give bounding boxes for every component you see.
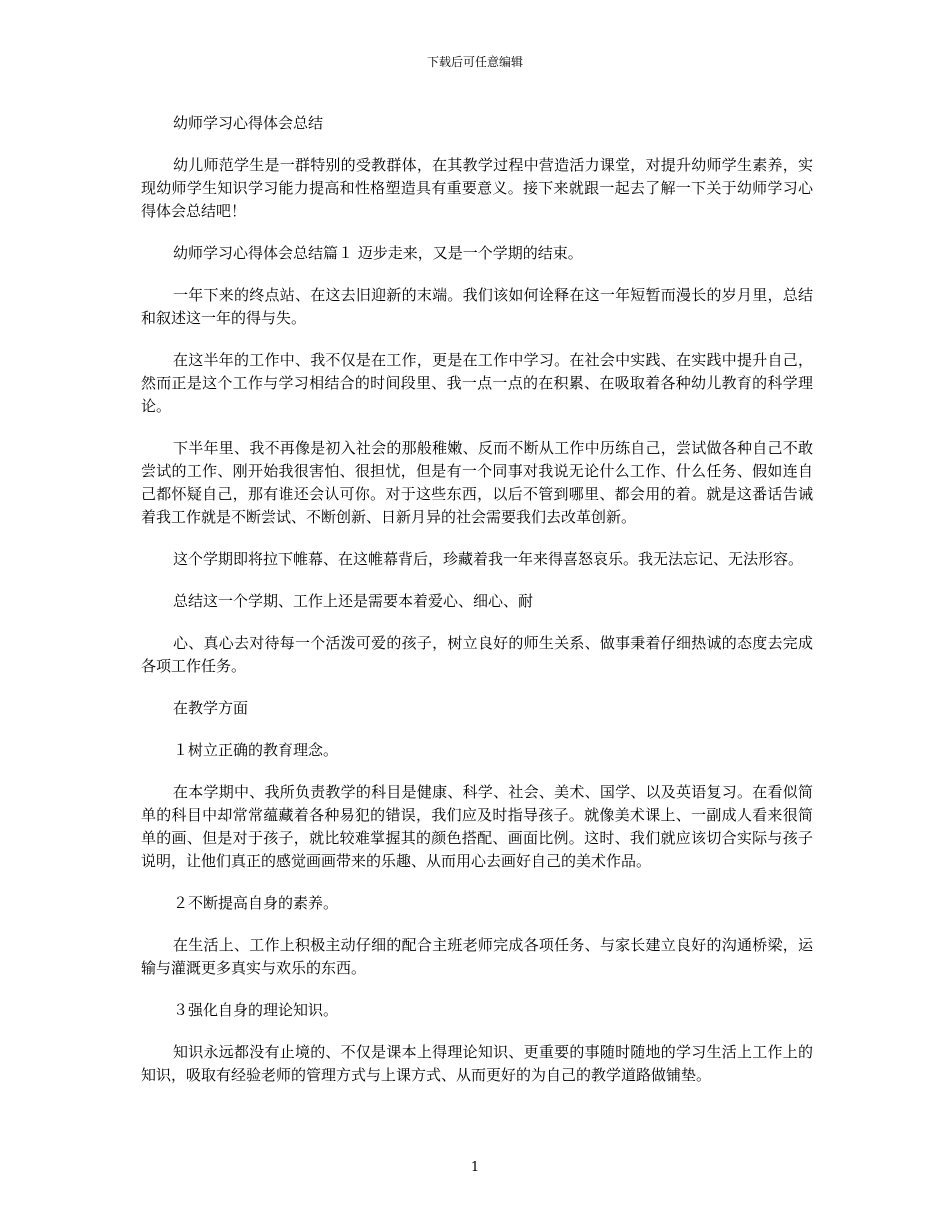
paragraph: 在生活上、工作上积极主动仔细的配合主班老师完成各项任务、与家长建立良好的沟通桥梁，运输与灌溉更多真实与欢乐的东西。 xyxy=(141,936,813,977)
document-body xyxy=(141,112,813,1106)
subsection-heading: １树立正确的教育理念。 xyxy=(173,741,339,759)
paragraph: 在这半年的工作中、我不仅是在工作，更是在工作中学习。在社会中实践、在实践中提升自己，然而正是这个工作与学习相结合的时间段里、我一点一点的在积累、在吸取着各种幼儿教育的科学理论。 xyxy=(141,351,813,415)
paragraph: 知识永远都没有止境的、不仅是课本上得理论知识、更重要的事随时随地的学习生活上工作上的知识，吸取有经验老师的管理方式与上课方式、从而更好的为自己的教学道路做铺垫。 xyxy=(141,1043,813,1084)
section-heading: 在教学方面 xyxy=(173,699,249,717)
paragraph: 总结这一个学期、工作上还是需要本着爱心、细心、耐 xyxy=(173,592,534,610)
paragraph: 心、真心去对待每一个活泼可爱的孩子，树立良好的师生关系、做事秉着仔细热诚的态度去完成各项工作任务。 xyxy=(141,634,813,675)
page-header: 下载后可任意编辑 xyxy=(426,55,523,69)
paragraph: 幼师学习心得体会总结篇１ 迈步走来，又是一个学期的结束。 xyxy=(173,244,583,262)
subsection-heading: ２不断提高自身的素养。 xyxy=(173,894,339,912)
document-title: 幼师学习心得体会总结 xyxy=(173,114,324,132)
paragraph: 一年下来的终点站、在这去旧迎新的末端。我们该如何诠释在这一年短暂而漫长的岁月里，总结和叙述这一年的得与失。 xyxy=(141,286,813,327)
paragraph: 这个学期即将拉下帷幕、在这帷幕背后，珍藏着我一年来得喜怒哀乐。我无法忘记、无法形容。 xyxy=(173,550,804,568)
paragraph: 在本学期中、我所负责教学的科目是健康、科学、社会、美术、国学、以及英语复习。在看似简单的科目中却常常蕴藏着各种易犯的错误，我们应及时指导孩子。就像美术课上、一副成人看来很简单的画、但是对于孩子，就比较难掌握其的颜色搭配、画面比例。这时、我们就应该切合实际与孩子说明，让他们真正的感觉画画带来的乐趣、从而用心去画好自己的美术作品。 xyxy=(141,783,813,870)
page-number: 1 xyxy=(470,1160,480,1175)
paragraph: 下半年里、我不再像是初入社会的那般稚嫩、反而不断从工作中历练自己，尝试做各种自己不敢尝试的工作、刚开始我很害怕、很担忧，但是有一个同事对我说无论什么工作、什么任务、假如连自己都怀疑自己，那有谁还会认可你。对于这些东西，以后不管到哪里、都会用的着。就是这番话告诫着我工作就是不断尝试、不断创新、日新月异的社会需要我们去改革创新。 xyxy=(141,439,813,526)
subsection-heading: ３强化自身的理论知识。 xyxy=(173,1001,339,1019)
paragraph: 幼儿师范学生是一群特别的受教群体，在其教学过程中营造活力课堂，对提升幼师学生素养，实现幼师学生知识学习能力提高和性格塑造具有重要意义。接下来就跟一起去了解一下关于幼师学习心得体会总结吧！ xyxy=(141,156,813,220)
